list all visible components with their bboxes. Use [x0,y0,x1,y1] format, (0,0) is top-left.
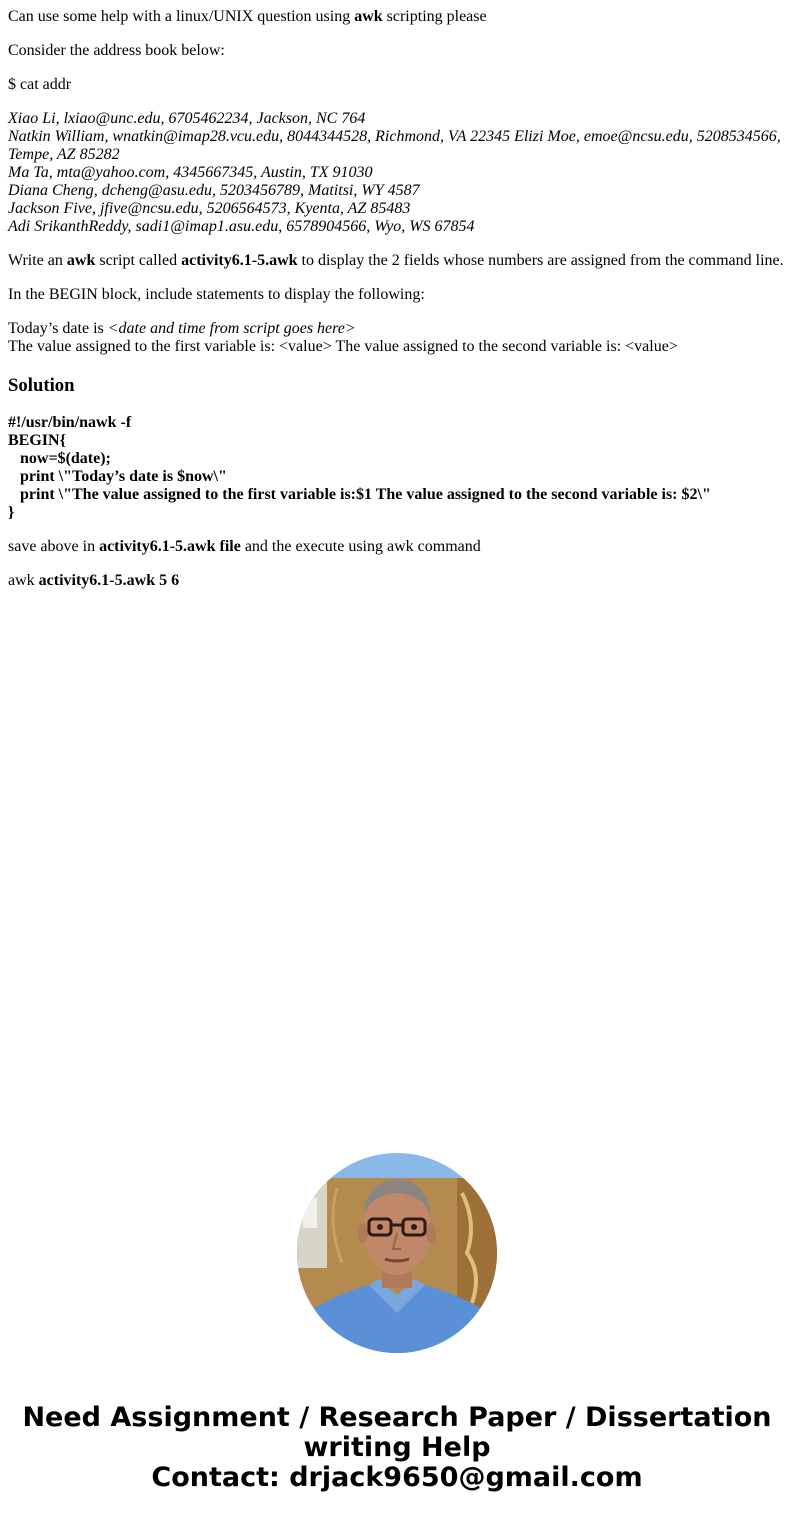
code-line: #!/usr/bin/nawk -f [8,414,132,431]
contact-banner [0,1403,794,1493]
save-prefix: save above in [8,538,100,555]
address-line: Natkin William, wnatkin@imap28.vcu.edu, 8044344528, Richmond, VA 22345 Elizi Moe, emoe@ncsu.edu, 5208534566, Tempe, AZ 85282 [8,128,781,163]
person-photo-icon [297,1153,497,1353]
intro-suffix: scripting please [382,8,487,25]
date-placeholder: <date and time from script goes here> [107,320,356,337]
exec-command: activity6.1-5.awk 5 6 [38,572,180,589]
code-line: BEGIN{ [8,432,66,449]
command-paragraph: $ cat addr [8,76,72,93]
banner-line: writing Help [303,1432,491,1463]
begin-paragraph: In the BEGIN block, include statements to display the following: [8,286,425,303]
write-bold-filename: activity6.1-5.awk [181,252,298,269]
avatar-illustration [297,1153,497,1353]
write-prefix: Write an [8,252,67,269]
intro-paragraph [8,8,786,26]
address-line: Adi SrikanthReddy, sadi1@imap1.asu.edu, 6578904566, Wyo, WS 67854 [8,218,475,235]
exec-prefix: awk [8,572,39,589]
write-bold-awk: awk [66,252,96,269]
code-line: now=$(date); [20,450,111,467]
code-line: print \"The value assigned to the first variable is:$1 The value assigned to the second variable is: $2\" [20,486,711,503]
expected-output [8,320,786,356]
exec-paragraph [8,572,786,590]
date-prefix: Today’s date is [8,320,108,337]
address-line: Jackson Five, jfive@ncsu.edu, 5206564573, Kyenta, AZ 85483 [8,200,411,217]
banner-line: Need Assignment / Research Paper / Dissertation [22,1402,772,1433]
save-paragraph [8,538,786,556]
code-line: } [8,504,15,521]
address-line: Diana Cheng, dcheng@asu.edu, 5203456789, Matitsi, WY 4587 [8,182,420,199]
save-bold-filename: activity6.1-5.awk file [99,538,241,555]
value-line: The value assigned to the first variable is: <value> The value assigned to the second variable is: <value> [8,338,678,355]
intro-text: Can use some help with a linux/UNIX question using [8,8,355,25]
solution-heading: Solution [8,375,75,396]
address-line: Xiao Li, lxiao@unc.edu, 6705462234, Jackson, NC 764 [8,110,366,127]
address-book [8,110,786,236]
write-paragraph [8,252,786,270]
address-line: Ma Ta, mta@yahoo.com, 4345667345, Austin, TX 91030 [8,164,373,181]
write-suffix: to display the 2 fields whose numbers are assigned from the command line. [297,252,784,269]
save-suffix: and the execute using awk command [240,538,481,555]
contact-email: Contact: drjack9650@gmail.com [151,1462,643,1493]
document-body [8,8,786,606]
code-line: print \"Today’s date is $now\" [20,468,227,485]
intro-bold-awk: awk [354,8,383,25]
code-block [8,414,786,522]
consider-paragraph: Consider the address book below: [8,42,225,59]
write-mid: script called [95,252,182,269]
